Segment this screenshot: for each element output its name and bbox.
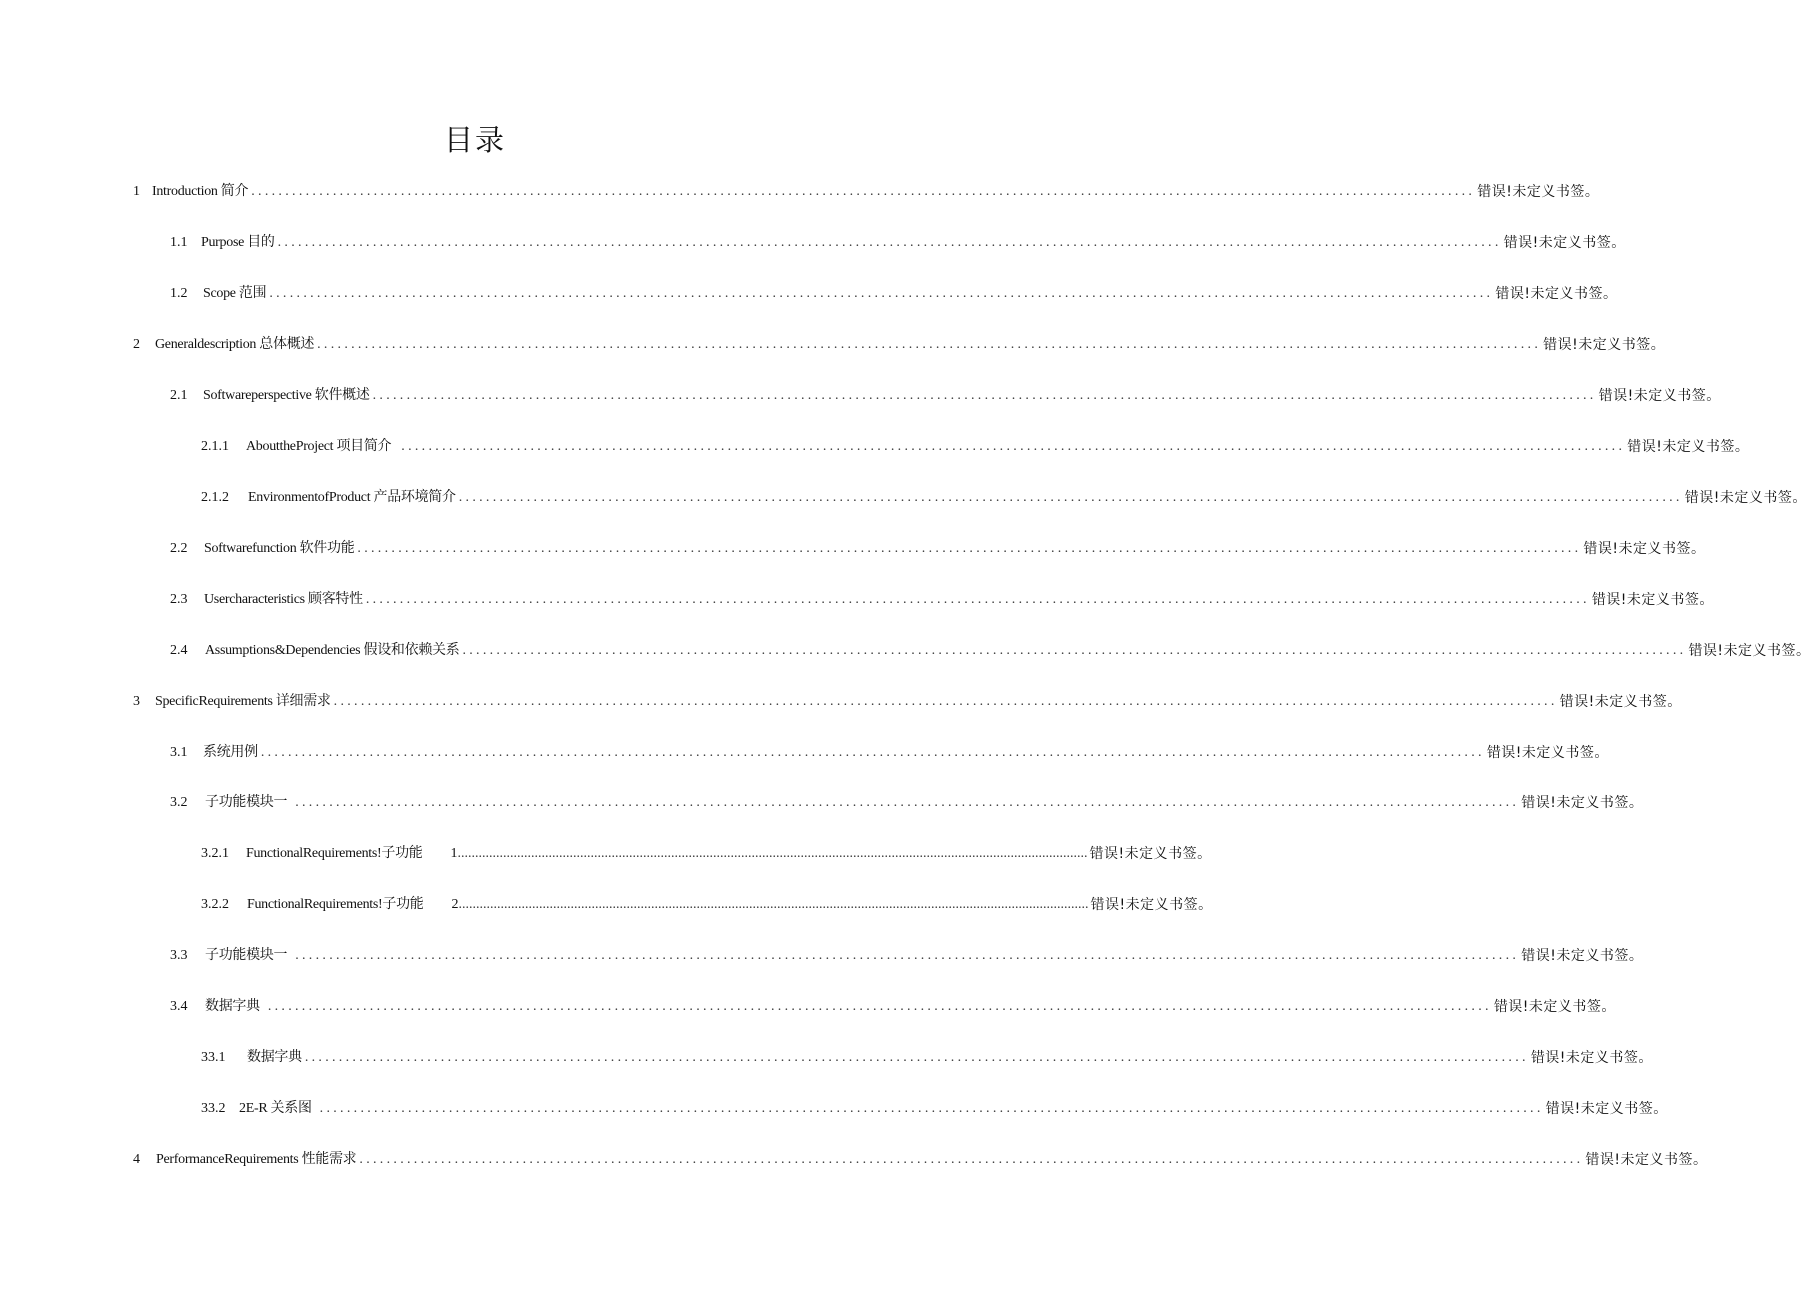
toc-entry-page: 错误!未定义书签。 <box>1545 1101 1668 1117</box>
toc-entry-title: SpecificRequirements 详细需求 <box>155 694 331 709</box>
toc-entry-number: 3.2.2 <box>201 897 229 912</box>
toc-entry[interactable] <box>201 1096 1668 1122</box>
toc-entry-page: 错误!未定义书签。 <box>1688 643 1811 659</box>
toc-entry-title: EnvironmentofProduct 产品环境简介 <box>248 490 456 505</box>
toc-entry-number: 3.2.1 <box>201 846 229 861</box>
toc-entry-title: 系统用例 <box>203 745 258 760</box>
toc-entry-title: 2E-R 关系图 <box>239 1101 312 1116</box>
toc-entry-number: 1 <box>133 184 140 199</box>
toc-entry[interactable] <box>170 230 1626 256</box>
toc-entry-title: 子功能模块一 <box>205 795 288 810</box>
toc-entry-page: 错误!未定义书签。 <box>1543 337 1666 353</box>
toc-leader-dots: .................................................................................................................................................................................... <box>458 490 1683 505</box>
toc-leader-dots: .................................................................................................................................................................................... <box>269 286 1494 301</box>
toc-entry-number: 2.2 <box>170 541 188 556</box>
toc-leader-dots: .................................................................................................................................................................................... <box>365 592 1590 607</box>
toc-leader-dots: .................................................................................................................................................................................... <box>295 948 1520 963</box>
toc-entry-page: 错误!未定义书签。 <box>1495 286 1618 302</box>
toc-entry-number: 3.1 <box>170 745 188 760</box>
toc-leader-dots: .................................................................................................................................................................................... <box>251 184 1476 199</box>
toc-entry-number: 4 <box>133 1152 140 1167</box>
toc-entry-page: 错误!未定义书签。 <box>1090 897 1213 913</box>
toc-entry-title: Usercharacteristics 顾客特性 <box>204 592 363 607</box>
toc-entry-title: Softwareperspective 软件概述 <box>203 388 370 403</box>
toc-entry-title: FunctionalRequirements!子功能 <box>246 846 423 861</box>
toc-entry[interactable] <box>170 740 1609 766</box>
toc-entry-number: 1.1 <box>170 235 188 250</box>
toc-entry-page: 错误!未定义书签。 <box>1585 1152 1708 1168</box>
toc-entry-title: Generaldescription 总体概述 <box>155 337 315 352</box>
toc-entry-number: 2.4 <box>170 643 188 658</box>
toc-leader-dots: .................................................................................................................................................................................... <box>401 439 1626 454</box>
toc-entry-title: Softwarefunction 软件功能 <box>204 541 355 556</box>
toc-entry-title: FunctionalRequirements!子功能 <box>247 897 424 912</box>
toc-entry-number: 3.4 <box>170 999 188 1014</box>
toc-entry-number: 2.3 <box>170 592 188 607</box>
toc-entry-page: 错误!未定义书签。 <box>1521 795 1644 811</box>
toc-leader-dots: .................................................................................................................................................................................... <box>267 999 1492 1014</box>
toc-entry[interactable] <box>170 790 1644 816</box>
toc-entry-page: 错误!未定义书签。 <box>1503 235 1626 251</box>
toc-entry-page: 错误!未定义书签。 <box>1493 999 1616 1015</box>
toc-leader-dots: .................................................................................................................................................................................... <box>304 1050 1529 1065</box>
toc-entry[interactable] <box>170 383 1721 409</box>
toc-entry[interactable] <box>201 841 1212 867</box>
toc-entry[interactable] <box>170 536 1706 562</box>
toc-entry-page: 错误!未定义书签。 <box>1598 388 1721 404</box>
toc-entry-title: Purpose 目的 <box>201 235 275 250</box>
toc-leader-dots: .................................................................................................................................................................................... <box>458 897 1089 912</box>
toc-entry-page: 错误!未定义书签。 <box>1684 490 1807 506</box>
toc-entry-page: 错误!未定义书签。 <box>1559 694 1682 710</box>
toc-entry-title: Assumptions&Dependencies 假设和依赖关系 <box>205 643 460 658</box>
toc-entry-number: 33.1 <box>201 1050 226 1065</box>
toc-leader-dots: .................................................................................................................................................................................... <box>359 1152 1584 1167</box>
toc-entry-title: PerformanceRequirements 性能需求 <box>156 1152 357 1167</box>
toc-entry-page: 错误!未定义书签。 <box>1591 592 1714 608</box>
toc-entry[interactable] <box>133 1147 1708 1173</box>
toc-leader-dots: .................................................................................................................................................................................... <box>457 846 1088 861</box>
toc-entry-number: 3.2 <box>170 795 188 810</box>
toc-entry-title: AbouttheProject 项目简介 <box>246 439 392 454</box>
toc-entry[interactable] <box>170 638 1811 664</box>
toc-entry-number: 2.1 <box>170 388 188 403</box>
toc-entry-number: 2.1.2 <box>201 490 229 505</box>
toc-entry[interactable] <box>170 281 1618 307</box>
toc-leader-dots: .................................................................................................................................................................................... <box>357 541 1582 556</box>
toc-entry[interactable] <box>201 485 1807 511</box>
toc-leader-dots: .................................................................................................................................................................................... <box>462 643 1687 658</box>
toc-entry-page: 错误!未定义书签。 <box>1477 184 1600 200</box>
toc-leader-dots: .................................................................................................................................................................................... <box>260 745 1485 760</box>
toc-leader-dots: .................................................................................................................................................................................... <box>333 694 1558 709</box>
toc-entry[interactable] <box>133 689 1682 715</box>
toc-entry-title: Introduction 简介 <box>152 184 249 199</box>
toc-entry-suffix: 2 <box>451 897 459 912</box>
toc-leader-dots: .................................................................................................................................................................................... <box>317 337 1542 352</box>
toc-entry-number: 2.1.1 <box>201 439 229 454</box>
toc-entry[interactable] <box>201 892 1213 918</box>
toc-entry[interactable] <box>170 994 1616 1020</box>
toc-entry-page: 错误!未定义书签。 <box>1583 541 1706 557</box>
toc-entry[interactable] <box>133 332 1666 358</box>
toc-entry-page: 错误!未定义书签。 <box>1627 439 1750 455</box>
toc-entry-number: 3.3 <box>170 948 188 963</box>
toc-entry[interactable] <box>170 587 1714 613</box>
toc-entry-title: 数据字典 <box>205 999 260 1014</box>
toc-entry-page: 错误!未定义书签。 <box>1521 948 1644 964</box>
toc-entry[interactable] <box>170 943 1644 969</box>
toc-entry-suffix: 1 <box>450 846 458 861</box>
toc-entry-title: 数据字典 <box>247 1050 302 1065</box>
toc-entry[interactable] <box>201 1045 1653 1071</box>
toc-entry-title: 子功能模块一 <box>205 948 288 963</box>
toc-entry-number: 1.2 <box>170 286 188 301</box>
toc-entry-page: 错误!未定义书签。 <box>1486 745 1609 761</box>
toc-entry-number: 2 <box>133 337 140 352</box>
toc-entry-title: Scope 范围 <box>203 286 267 301</box>
toc-entry[interactable] <box>133 179 1600 205</box>
toc-entry-page: 错误!未定义书签。 <box>1089 846 1212 862</box>
toc-entry-page: 错误!未定义书签。 <box>1530 1050 1653 1066</box>
toc-entry[interactable] <box>201 434 1750 460</box>
toc-entry-number: 33.2 <box>201 1101 226 1116</box>
toc-leader-dots: .................................................................................................................................................................................... <box>277 235 1502 250</box>
toc-leader-dots: .................................................................................................................................................................................... <box>372 388 1597 403</box>
toc-leader-dots: .................................................................................................................................................................................... <box>295 795 1520 810</box>
toc-leader-dots: .................................................................................................................................................................................... <box>319 1101 1544 1116</box>
toc-entry-number: 3 <box>133 694 140 709</box>
toc-title: 目录 <box>443 123 506 157</box>
